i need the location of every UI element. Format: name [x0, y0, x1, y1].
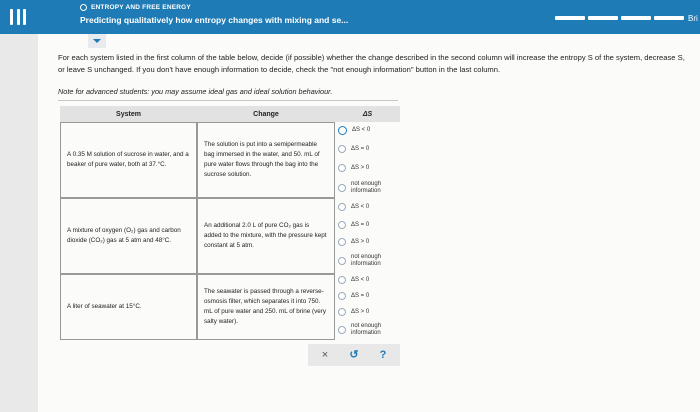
row2-option-not-enough[interactable]: not enough information	[338, 254, 393, 267]
progress-bar	[555, 16, 684, 20]
row1-option-increase[interactable]: ΔS > 0	[338, 164, 369, 172]
undo-button[interactable]: ↺	[349, 349, 359, 361]
radio-icon[interactable]	[338, 308, 346, 316]
header-change: Change	[197, 106, 335, 122]
help-button[interactable]: ?	[379, 349, 387, 361]
note-divider	[58, 100, 398, 101]
row3-option-increase[interactable]: ΔS > 0	[338, 308, 369, 316]
page-title: Predicting qualitatively how entropy changes with mixing and se...	[80, 15, 349, 25]
radio-icon[interactable]	[338, 145, 346, 153]
radio-icon[interactable]	[338, 326, 346, 334]
row3-option-zero[interactable]: ΔS = 0	[338, 292, 369, 300]
clear-button[interactable]: ×	[321, 349, 329, 361]
radio-icon[interactable]	[338, 257, 346, 265]
row3-option-decrease[interactable]: ΔS < 0	[338, 276, 369, 284]
topic-label	[80, 4, 191, 11]
radio-icon[interactable]	[338, 184, 346, 192]
radio-icon[interactable]	[338, 292, 346, 300]
radio-icon[interactable]	[338, 203, 346, 211]
radio-icon[interactable]	[338, 221, 346, 229]
user-name[interactable]: Bri	[688, 14, 698, 23]
radio-icon[interactable]	[338, 238, 346, 246]
system-cell-3: A liter of seawater at 15°C.	[60, 274, 197, 340]
row3-option-not-enough[interactable]: not enough information	[338, 323, 393, 336]
change-cell-3: The seawater is passed through a reverse-osmosis filter, which separates it into 750. mL of pure water and 250. mL of brine (very salty water).	[197, 274, 335, 340]
radio-icon[interactable]	[338, 164, 346, 172]
system-cell-1: A 0.35 M solution of sucrose in water, and a beaker of pure water, both at 37.°C.	[60, 122, 197, 198]
radio-icon[interactable]	[338, 276, 346, 284]
row2-option-decrease[interactable]: ΔS < 0	[338, 203, 369, 211]
change-cell-2: An additional 2.0 L of pure CO₂ gas is added to the mixture, with the pressure kept constant at 5 atm.	[197, 198, 335, 274]
topic-circle-icon	[80, 4, 87, 11]
system-cell-2: A mixture of oxygen (O₂) gas and carbon dioxide (CO₂) gas at 5 atm and 48°C.	[60, 198, 197, 274]
row1-option-not-enough[interactable]: not enough information	[338, 181, 393, 194]
row1-option-zero[interactable]: ΔS = 0	[338, 145, 369, 153]
collapse-toggle[interactable]	[88, 34, 106, 48]
header-system: System	[60, 106, 197, 122]
row1-option-decrease[interactable]: ΔS < 0	[338, 126, 370, 135]
row2-option-zero[interactable]: ΔS = 0	[338, 221, 369, 229]
change-cell-1: The solution is put into a semipermeable bag immersed in the water, and 50. mL of pure water flows through the bag into the sucrose solution.	[197, 122, 335, 198]
header-delta-s: ΔS	[335, 106, 400, 122]
row2-option-increase[interactable]: ΔS > 0	[338, 238, 369, 246]
question-prompt: For each system listed in the first column of the table below, decide (if possible) whether the change described in the second column will increase the entropy S of the system, decrease S, or leave S unchanged. If you don't have enough information to decide, check the "not enough information" button in the last column.	[58, 53, 685, 74]
top-header	[0, 0, 700, 34]
radio-icon[interactable]	[338, 126, 347, 135]
advanced-note: Note for advanced students: you may assume ideal gas and ideal solution behaviour.	[58, 87, 333, 96]
menu-icon[interactable]	[10, 9, 26, 25]
topic-text: ENTROPY AND FREE ENERGY	[91, 4, 191, 11]
